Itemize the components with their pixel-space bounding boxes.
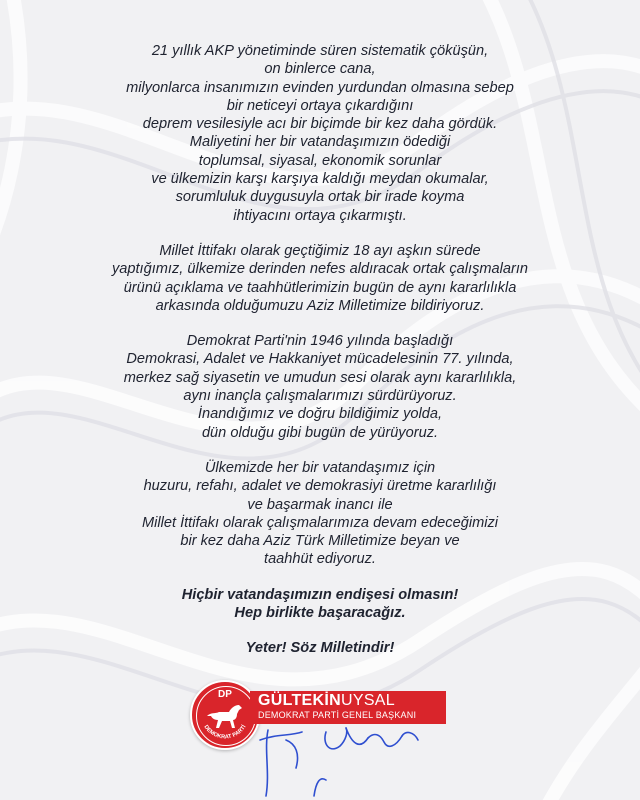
text-line: Ülkemizde her bir vatandaşımız için [204,459,436,476]
text-line: merkez sağ siyasetin ve umudun sesi olarak aynı kararlılıkla, [123,369,517,386]
text-line: arkasında olduğumuzu Aziz Milletimize bildiriyoruz. [155,297,485,314]
svg-text:DEMOKRAT PARTİ: DEMOKRAT PARTİ [202,724,248,741]
text-line: yaptığımız, ülkemize derinden nefes aldıracak ortak çalışmaların [111,261,529,278]
paragraph-2 [40,242,600,315]
text-line: bir kez daha Aziz Türk Milletimize beyan ve [180,533,460,550]
statement-text [40,42,600,658]
logo-arc-text [192,682,258,748]
text-line: Millet İttifakı olarak geçtiğimiz 18 ayı aşkın sürede [159,242,481,259]
text-line: Millet İttifakı olarak çalışmalarımıza devam edeceğimizi [141,514,499,531]
text-line: on binlerce cana, [264,61,376,78]
text-line: ve ülkemizin karşı karşıya kaldığı meydan okumalar, [151,171,489,188]
closing-slogan: Yeter! Söz Milletindir! [245,640,395,657]
emphasis-line: Hiçbir vatandaşımızın endişesi olmasın! [181,586,459,603]
text-line: huzuru, refahı, adalet ve demokrasiyi üretme kararlılığı [143,478,497,495]
text-line: ve başarmak inancı ile [247,496,393,513]
paragraph-1 [40,42,600,225]
leader-first-name: GÜLTEKİN [258,692,341,709]
text-line: 21 yıllık AKP yönetiminde süren sistematik çöküşün, [151,43,489,59]
text-line: ihtiyacını ortaya çıkarmıştı. [233,207,407,224]
text-line: aynı inançla çalışmalarımızı sürdürüyoruz. [183,388,457,405]
emphasis-block [40,586,600,623]
text-line: taahhüt ediyoruz. [264,551,376,568]
text-line: toplumsal, siyasal, ekonomik sorunlar [198,152,442,169]
text-line: İnandığımız ve doğru bildiğimiz yolda, [197,406,443,423]
paragraph-3 [40,332,600,442]
text-line: deprem vesilesiyle acı bir biçimde bir kez daha gördük. [142,116,498,133]
text-line: ürünü açıklama ve taahhütlerimizin bugün de aynı kararlılıkla [123,279,517,296]
text-line: bir neticeyi ortaya çıkardığını [226,97,414,114]
signature-footer [190,678,450,800]
leader-last-name: UYSAL [341,692,395,709]
emphasis-line: Hep birlikte başaracağız. [234,605,406,622]
logo-abbreviation: DP [218,689,232,700]
text-line: Demokrasi, Adalet ve Hakkaniyet mücadelesinin 77. yılında, [126,351,514,368]
text-line: Maliyetini her bir vatandaşımızın ödediği [189,134,451,151]
handwritten-signature [256,710,446,800]
paragraph-4 [40,459,600,569]
text-line: milyonlarca insanımızın evinden yurdundan olmasına sebep [126,79,514,96]
text-line: sorumluluk duygusuyla ortak bir irade koyma [175,189,465,206]
text-line: Demokrat Parti'nin 1946 yılında başladığı [186,333,454,350]
leader-title: DEMOKRAT PARTİ GENEL BAŞKANI [258,710,417,720]
text-line: dün olduğu gibi bugün de yürüyoruz. [201,424,439,441]
leader-name [258,692,395,710]
